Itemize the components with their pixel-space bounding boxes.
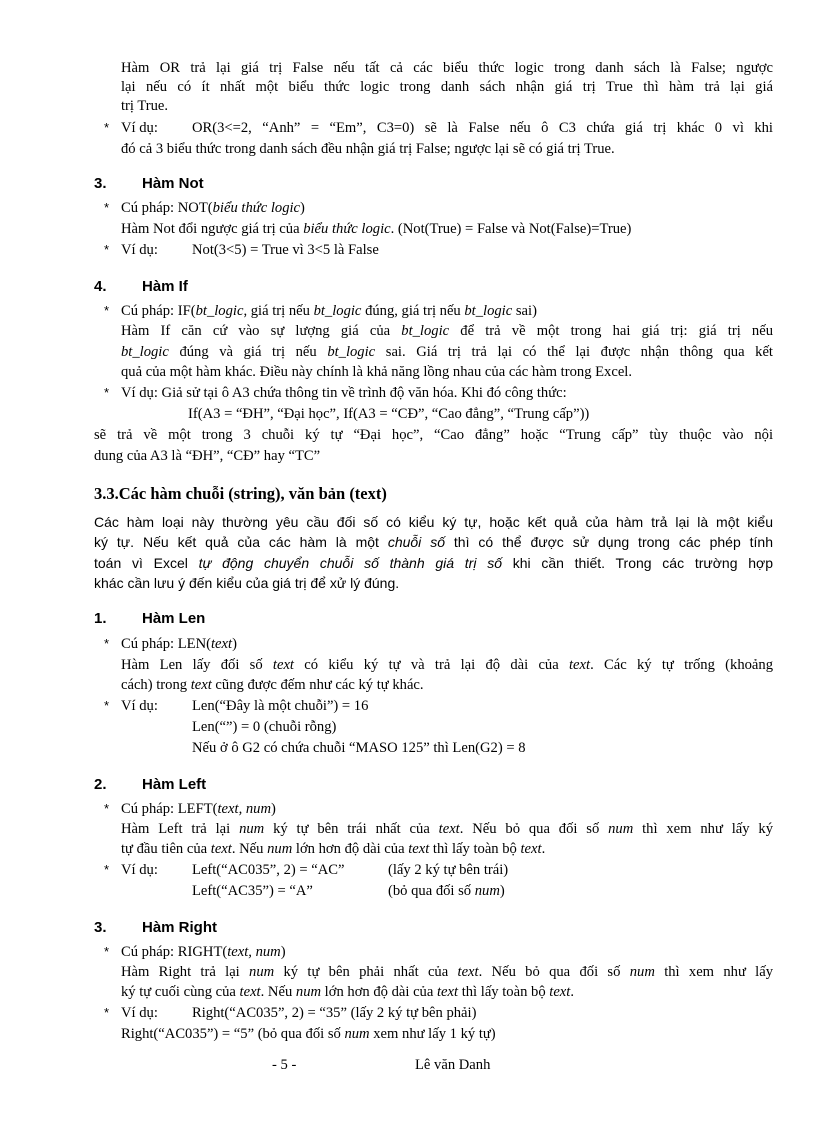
or-desc-line-1: Hàm OR trả lại giá trị False nếu tất cả các biểu thức logic trong danh sách là False; ngược — [121, 60, 773, 76]
left-syntax — [121, 800, 276, 818]
text-run: ) — [232, 636, 237, 652]
or-desc-line-2: lại nếu có ít nhất một biểu thức logic trong danh sách nhận giá trị True thì hàm trả lại giá — [121, 79, 773, 95]
text-run-italic: num — [474, 883, 500, 899]
text-run-italic: num — [608, 821, 634, 837]
text-run: . Nếu — [260, 984, 296, 1000]
text-run-italic: text — [438, 821, 460, 837]
text-run: cách) trong — [121, 677, 191, 693]
right-syntax — [121, 943, 286, 961]
bullet-star: * — [104, 303, 110, 318]
text-run-italic: text — [272, 657, 294, 673]
syntax-label: Cú pháp: — [121, 303, 175, 319]
text-run: khi cần thiết. Trong các trường hợp — [501, 555, 773, 571]
syntax-arg: biểu thức logic — [212, 200, 301, 216]
right-desc-line-1 — [121, 963, 773, 981]
text-run-italic: bt_logic — [327, 344, 376, 360]
left-desc-line-2 — [121, 840, 545, 858]
text-run: ký tự bên phải nhất của — [274, 964, 458, 980]
right-example-label: Ví dụ: — [121, 1005, 158, 1021]
bullet-star: * — [104, 242, 110, 257]
if-formula: If(A3 = “ĐH”, “Đại học”, If(A3 = “CĐ”, “Cao đẳng”, “Trung cấp”)) — [188, 406, 590, 422]
text-run: Hàm Len lấy đối số — [121, 657, 273, 673]
text-run-italic: bt_logic — [313, 303, 362, 319]
or-desc-line-3: trị True. — [121, 98, 169, 114]
text-run: ký tự bên trái nhất của — [264, 821, 439, 837]
text-run: . Nếu — [231, 841, 268, 857]
text-run-italic: text — [210, 841, 232, 857]
text-run-italic: num — [267, 841, 293, 857]
not-syntax — [121, 199, 305, 217]
text-run: thì xem như lấy — [654, 964, 773, 980]
len-example-3: Nếu ở ô G2 có chứa chuỗi “MASO 125” thì Len(G2) = 8 — [192, 740, 526, 756]
text-run-italic: num — [295, 984, 322, 1000]
text-run: Hàm Right trả lại — [121, 964, 250, 980]
text-run: . — [541, 841, 546, 857]
syntax-text: NOT( — [177, 200, 213, 216]
not-example: Not(3<5) = True vì 3<5 là False — [192, 242, 379, 258]
text-run-italic: text — [408, 841, 430, 857]
right-example-2 — [121, 1025, 496, 1043]
heading-title: Hàm Not — [142, 175, 204, 192]
text-run-italic: text — [549, 984, 571, 1000]
bullet-star: * — [104, 120, 110, 135]
text-run-italic: chuỗi số — [387, 534, 445, 550]
if-result-line-2: dung của A3 là “ĐH”, “CĐ” hay “TC” — [94, 448, 321, 464]
syntax-label: Cú pháp: — [121, 200, 175, 216]
if-desc-line-3: quả của một hàm khác. Điều này chính là khả năng lồng nhau của các hàm trong Excel. — [121, 364, 633, 380]
text-run: . (Not(True) = False và Not(False)=True) — [390, 221, 632, 237]
left-example-label: Ví dụ: — [121, 862, 158, 878]
text-run: lớn hơn độ dài của — [321, 984, 437, 1000]
section-para-line-3 — [94, 554, 773, 572]
bullet-star: * — [104, 801, 110, 816]
text-run-italic: text — [190, 677, 212, 693]
len-syntax — [121, 635, 237, 653]
heading-number: 1. — [94, 610, 107, 627]
text-run-italic: text — [211, 636, 233, 652]
text-run: ) — [280, 944, 286, 960]
text-run: thì xem như lấy ký — [633, 821, 773, 837]
text-run-italic: bt_logic — [401, 323, 450, 339]
text-run: có kiểu ký tự và trả lại độ dài của — [294, 657, 569, 673]
if-desc-line-1 — [121, 322, 773, 340]
text-run-italic: text — [239, 984, 261, 1000]
text-run: thì có thể được sử dụng trong các phép tính — [445, 534, 773, 550]
syntax-text: ) — [300, 200, 305, 216]
text-run-italic: num — [344, 1026, 370, 1042]
text-run: Hàm If căn cứ vào sự lượng giá của — [121, 323, 402, 339]
left-example-1-note: (lấy 2 ký tự bên trái) — [388, 862, 509, 878]
heading-title: Hàm Right — [142, 919, 217, 936]
len-desc-line-2 — [121, 676, 424, 694]
text-run-italic: text — [436, 984, 459, 1000]
or-example-label: Ví dụ: — [121, 120, 158, 136]
text-run: tự đầu tiên của — [121, 841, 211, 857]
text-run: lớn hơn độ dài của — [292, 841, 409, 857]
text-run: . Nếu bỏ qua đối số — [478, 964, 630, 980]
text-run: sai. Giá trị trả lại có thể lại được nhận thông qua kết — [375, 344, 773, 360]
text-run: đúng, giá trị nếu — [361, 303, 465, 319]
text-run: sai) — [512, 303, 537, 319]
text-run: xem như lấy 1 ký tự) — [369, 1026, 496, 1042]
right-desc-line-2 — [121, 983, 574, 1001]
text-run-italic: num — [249, 964, 275, 980]
or-example-line-2: đó cả 3 biểu thức trong danh sách đều nhận giá trị False; ngược lại sẽ có giá trị True. — [121, 141, 615, 157]
len-example-1: Len(“Đây là một chuỗi”) = 16 — [192, 698, 369, 714]
not-example-label: Ví dụ: — [121, 242, 158, 258]
text-run-italic: bt_logic — [121, 344, 169, 360]
text-run-italic: num — [239, 821, 265, 837]
bullet-star: * — [104, 385, 110, 400]
text-run: Hàm Left trả lại — [121, 821, 240, 837]
len-desc-line-1 — [121, 656, 773, 674]
syntax-label: Cú pháp: — [121, 636, 175, 652]
text-run-italic: text, num — [227, 944, 281, 960]
text-run-italic: biểu thức logic — [303, 221, 391, 237]
text-run: ) — [499, 883, 505, 899]
text-run: đúng và giá trị nếu — [168, 344, 328, 360]
text-run-italic: text — [457, 964, 479, 980]
bullet-star: * — [104, 636, 110, 651]
left-example-1: Left(“AC035”, 2) = “AC” — [192, 862, 345, 878]
text-run-italic: text, num — [217, 801, 271, 817]
section-para-line-1: Các hàm loại này thường yêu cầu đối số có kiểu ký tự, hoặc kết quả của hàm trả lại là một kiểu — [94, 514, 773, 530]
text-run-italic: num — [629, 964, 655, 980]
text-run: IF( — [177, 303, 196, 319]
text-run: LEFT( — [177, 801, 218, 817]
text-run: , giá trị nếu — [243, 303, 314, 319]
syntax-label: Cú pháp: — [121, 944, 175, 960]
bullet-star: * — [104, 944, 110, 959]
heading-number: 4. — [94, 278, 107, 295]
text-run: Right(“AC035”) = “5” (bỏ qua đối số — [121, 1026, 345, 1042]
heading-title: Hàm Len — [142, 610, 206, 627]
page-number: - 5 - — [272, 1057, 297, 1073]
if-example: Ví dụ: Giả sử tại ô A3 chứa thông tin về trình độ văn hóa. Khi đó công thức: — [121, 385, 567, 401]
right-example-1: Right(“AC035”, 2) = “35” (lấy 2 ký tự bên phải) — [192, 1005, 477, 1021]
text-run: để trả về một trong hai giá trị: giá trị nếu — [449, 323, 773, 339]
heading-number: 3. — [94, 175, 107, 192]
len-example-2: Len(“”) = 0 (chuỗi rỗng) — [192, 719, 337, 735]
bullet-star: * — [104, 200, 110, 215]
section-para-line-4: khác cần lưu ý đến kiểu của giá trị để xử lý đúng. — [94, 575, 400, 591]
author-name: Lê văn Danh — [415, 1057, 491, 1073]
bullet-star: * — [104, 862, 110, 877]
left-desc-line-1 — [121, 820, 773, 838]
bullet-star: * — [104, 698, 110, 713]
section-title: 3.3.Các hàm chuỗi (string), văn bản (text) — [94, 484, 387, 503]
text-run-italic: bt_logic — [464, 303, 513, 319]
text-run: ký tự cuối cùng của — [121, 984, 240, 1000]
bullet-star: * — [104, 1005, 110, 1020]
heading-title: Hàm If — [142, 278, 188, 295]
text-run: LEN( — [177, 636, 211, 652]
or-example-line-1: OR(3<=2, “Anh” = “Em”, C3=0) sẽ là False nếu ô C3 chứa giá trị khác 0 vì khi — [192, 120, 773, 136]
left-example-2-note — [388, 882, 505, 900]
text-run: . Nếu bỏ qua đối số — [459, 821, 609, 837]
text-run: toán vì Excel — [94, 555, 199, 571]
text-run-italic: tự động chuyển chuỗi số thành giá trị số — [198, 555, 502, 571]
text-run-italic: bt_logic — [195, 303, 244, 319]
if-result-line-1: sẽ trả về một trong 3 chuỗi ký tự “Đại học”, “Cao đẳng” hoặc “Trung cấp” tùy thuộc vào nội — [94, 427, 773, 443]
syntax-label: Cú pháp: — [121, 801, 175, 817]
text-run: . — [570, 984, 574, 1000]
text-run: thì lấy toàn bộ — [429, 841, 521, 857]
if-desc-line-2 — [121, 343, 773, 361]
text-run: Hàm Not đổi ngược giá trị của — [121, 221, 304, 237]
text-run: cũng được đếm như các ký tự khác. — [211, 677, 424, 693]
text-run: ) — [271, 801, 276, 817]
text-run-italic: text — [520, 841, 542, 857]
len-example-label: Ví dụ: — [121, 698, 158, 714]
section-para-line-2 — [94, 533, 773, 551]
text-run: thì lấy toàn bộ — [458, 984, 550, 1000]
text-run: ký tự. Nếu kết quả của các hàm là một — [94, 534, 388, 550]
not-desc — [121, 220, 631, 238]
heading-number: 2. — [94, 776, 107, 793]
text-run: (bỏ qua đối số — [388, 883, 475, 899]
heading-title: Hàm Left — [142, 776, 207, 793]
text-run: . Các ký tự trống (khoảng — [590, 657, 773, 673]
text-run-italic: text — [568, 657, 591, 673]
if-syntax — [121, 302, 537, 320]
heading-number: 3. — [94, 919, 107, 936]
left-example-2: Left(“AC35”) = “A” — [192, 883, 313, 899]
text-run: RIGHT( — [177, 944, 228, 960]
